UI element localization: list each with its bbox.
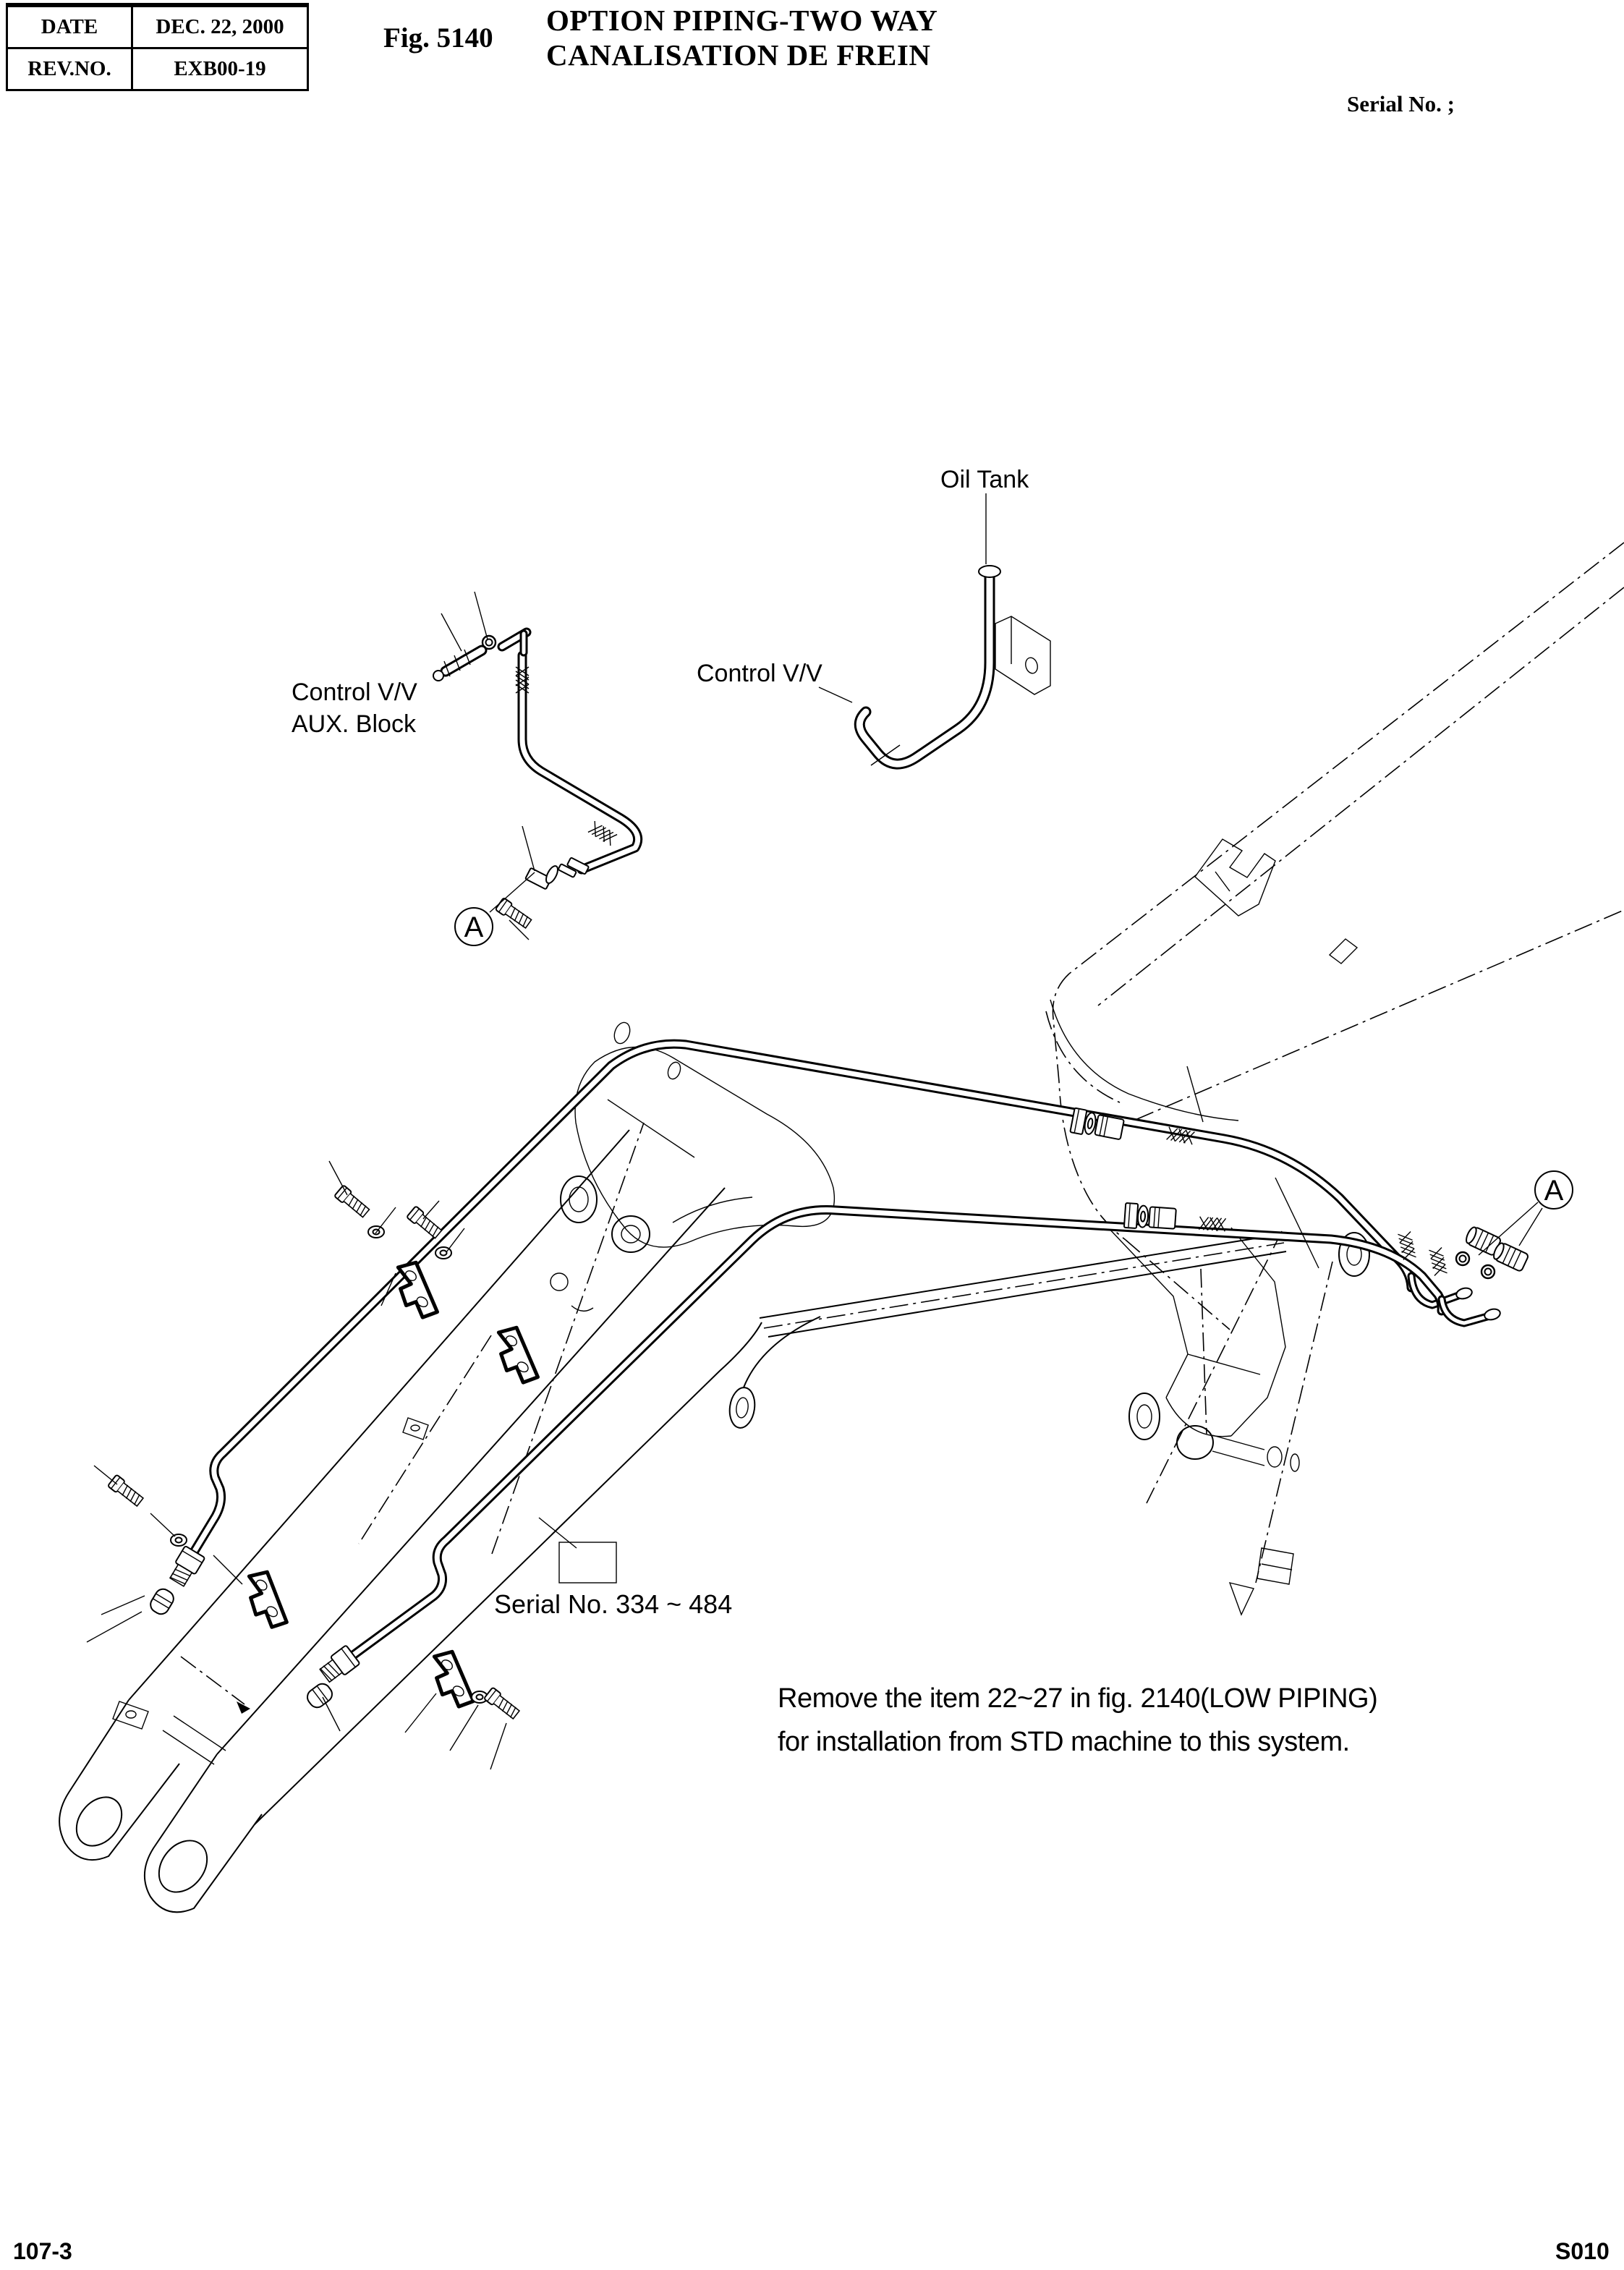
- oil-tank-pipe: [859, 566, 1050, 764]
- boom-outline: [59, 1123, 1286, 1912]
- control-valve-label: Control V/V: [697, 660, 822, 687]
- revno-value: EXB00-19: [132, 48, 308, 90]
- svg-text:A: A: [1544, 1175, 1564, 1207]
- serial-range-label: Serial No. 334 ~ 484: [494, 1589, 733, 1619]
- doc-code: S010: [1555, 2238, 1610, 2264]
- figure-number: Fig. 5140: [383, 22, 493, 54]
- detail-a-marker: [455, 908, 493, 945]
- control-valve-aux-label-line1: Control V/V: [292, 679, 417, 706]
- note-line2: for installation from STD machine to this system.: [778, 1727, 1350, 1757]
- date-label: DATE: [7, 5, 132, 48]
- oil-tank-label: Oil Tank: [940, 466, 1029, 493]
- note-line1: Remove the item 22~27 in fig. 2140(LOW PIPING): [778, 1683, 1378, 1714]
- revno-label: REV.NO.: [7, 48, 132, 90]
- svg-text:A: A: [464, 911, 484, 943]
- figure-title-fr: CANALISATION DE FREIN: [546, 38, 931, 72]
- serial-range-box: [559, 1542, 616, 1583]
- figure-title-en: OPTION PIPING-TWO WAY: [546, 4, 938, 37]
- serial-number-note: Serial No. ;: [1347, 91, 1455, 116]
- detail-a-marker: [1535, 1171, 1573, 1209]
- date-value: DEC. 22, 2000: [132, 5, 308, 48]
- machine-mount-bracket: [1107, 1226, 1369, 1615]
- brake-pipe-upper: [187, 1044, 1473, 1564]
- page-number: 107-3: [13, 2238, 72, 2264]
- control-valve-aux-label-line2: AUX. Block: [292, 710, 416, 738]
- aux-block-hose: [433, 632, 638, 930]
